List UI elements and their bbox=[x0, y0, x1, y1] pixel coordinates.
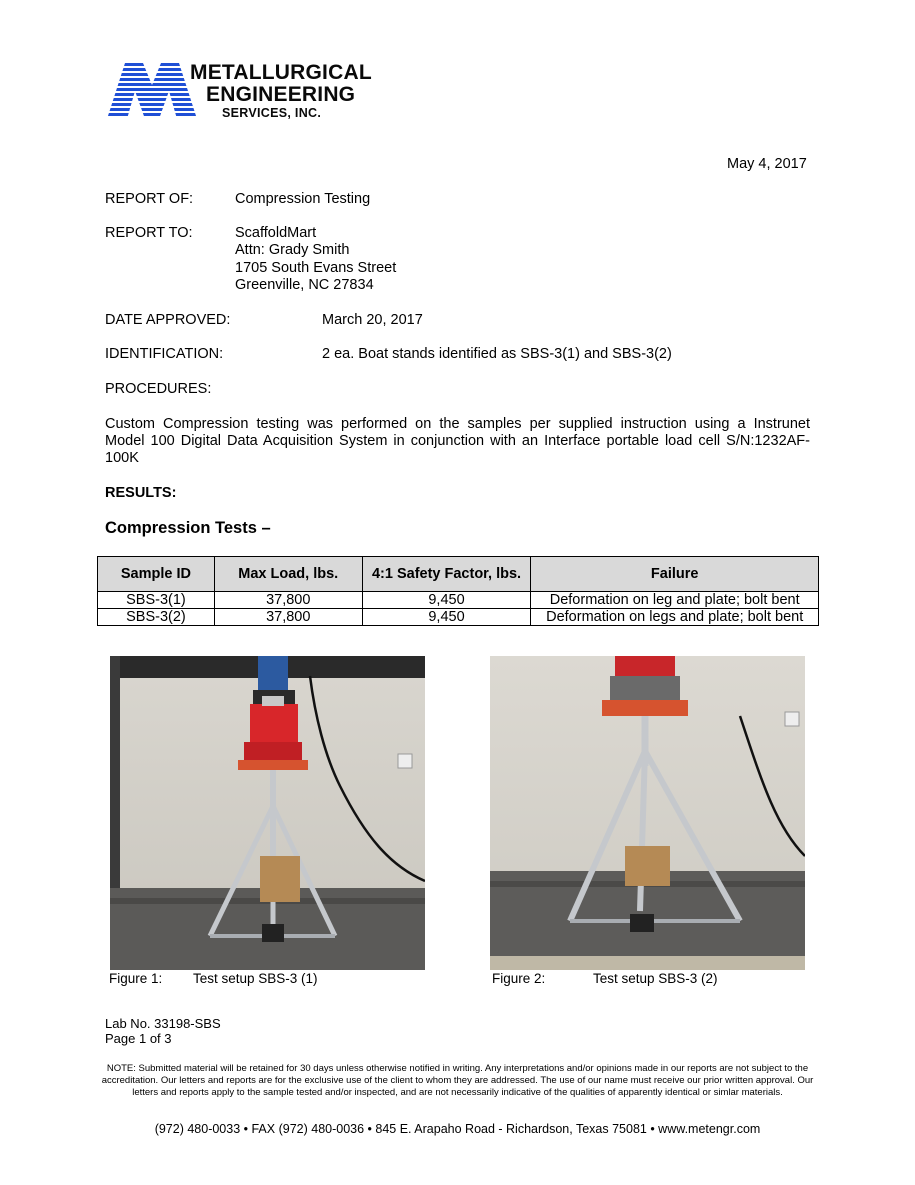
procedures-line: Model 100 Digital Data Acquisition System in conjunction with an Interface portable load cell S/N:1232AF- bbox=[105, 433, 810, 449]
logo-text-line3: SERVICES, INC. bbox=[222, 106, 322, 120]
cell-sample-id: SBS-3(2) bbox=[98, 609, 215, 626]
cell-failure: Deformation on leg and plate; bolt bent bbox=[531, 592, 819, 609]
figure-1-photo bbox=[110, 656, 425, 970]
procedures-line: 100K bbox=[105, 450, 139, 466]
figure-2-caption: Test setup SBS-3 (2) bbox=[593, 971, 718, 986]
cell-sample-id: SBS-3(1) bbox=[98, 592, 215, 609]
header-safety-factor: 4:1 Safety Factor, lbs. bbox=[362, 557, 531, 592]
figure-1-label: Figure 1: bbox=[109, 971, 163, 986]
report-to-line: Attn: Grady Smith bbox=[235, 242, 350, 258]
cell-max-load: 37,800 bbox=[214, 609, 362, 626]
report-of-value: Compression Testing bbox=[235, 191, 371, 207]
cell-safety-factor: 9,450 bbox=[362, 592, 531, 609]
figure-1-caption: Test setup SBS-3 (1) bbox=[193, 971, 318, 986]
date-approved-value: March 20, 2017 bbox=[322, 312, 423, 328]
results-label: RESULTS: bbox=[105, 485, 177, 501]
table-row bbox=[98, 609, 819, 626]
header-failure: Failure bbox=[531, 557, 819, 592]
compression-tests-heading: Compression Tests – bbox=[105, 519, 271, 537]
page-number: Page 1 of 3 bbox=[105, 1031, 172, 1046]
report-to-line: Greenville, NC 27834 bbox=[235, 277, 374, 293]
header-sample-id: Sample ID bbox=[98, 557, 215, 592]
header-max-load: Max Load, lbs. bbox=[214, 557, 362, 592]
procedures-line: Custom Compression testing was performed on the samples per supplied instruction using a Instrunet bbox=[105, 416, 810, 432]
footer-note: NOTE: Submitted material will be retained for 30 days unless otherwise notified in writing. Any interpretations and/or opinions made in our reports are not subject to the accreditation. Our letters and reports are for the exclusive use of the client to whom they are addressed. The use of our name must receive our prior written approval. Our letters and reports apply to the sample tested and/or inspected, and are not necessarily indicative of the qualities of apparently identical or simlar materials. bbox=[101, 1063, 814, 1098]
procedures-label: PROCEDURES: bbox=[105, 381, 212, 397]
report-to-line: 1705 South Evans Street bbox=[235, 260, 397, 276]
footer-contact: (972) 480-0033 • FAX (972) 480-0036 • 845 E. Arapaho Road - Richardson, Texas 75081 • www.metengr.com bbox=[154, 1122, 761, 1136]
date-approved-label: DATE APPROVED: bbox=[105, 312, 231, 328]
report-to-line: ScaffoldMart bbox=[235, 225, 317, 241]
logo-text-line2: ENGINEERING bbox=[206, 83, 356, 106]
report-date: May 4, 2017 bbox=[727, 156, 807, 172]
cell-max-load: 37,800 bbox=[214, 592, 362, 609]
lab-number: Lab No. 33198-SBS bbox=[105, 1016, 221, 1031]
identification-label: IDENTIFICATION: bbox=[105, 346, 224, 362]
report-to-label: REPORT TO: bbox=[105, 225, 193, 241]
figure-2-photo bbox=[490, 656, 805, 970]
company-logo-mark bbox=[107, 63, 197, 119]
cell-safety-factor: 9,450 bbox=[362, 609, 531, 626]
report-of-label: REPORT OF: bbox=[105, 191, 194, 207]
identification-value: 2 ea. Boat stands identified as SBS-3(1) and SBS-3(2) bbox=[322, 346, 672, 362]
figure-2-label: Figure 2: bbox=[492, 971, 546, 986]
table-header-row bbox=[98, 557, 819, 592]
cell-failure: Deformation on legs and plate; bolt bent bbox=[531, 609, 819, 626]
logo-text-line1: METALLURGICAL bbox=[190, 61, 372, 84]
table-row bbox=[98, 592, 819, 609]
results-table bbox=[97, 556, 819, 626]
